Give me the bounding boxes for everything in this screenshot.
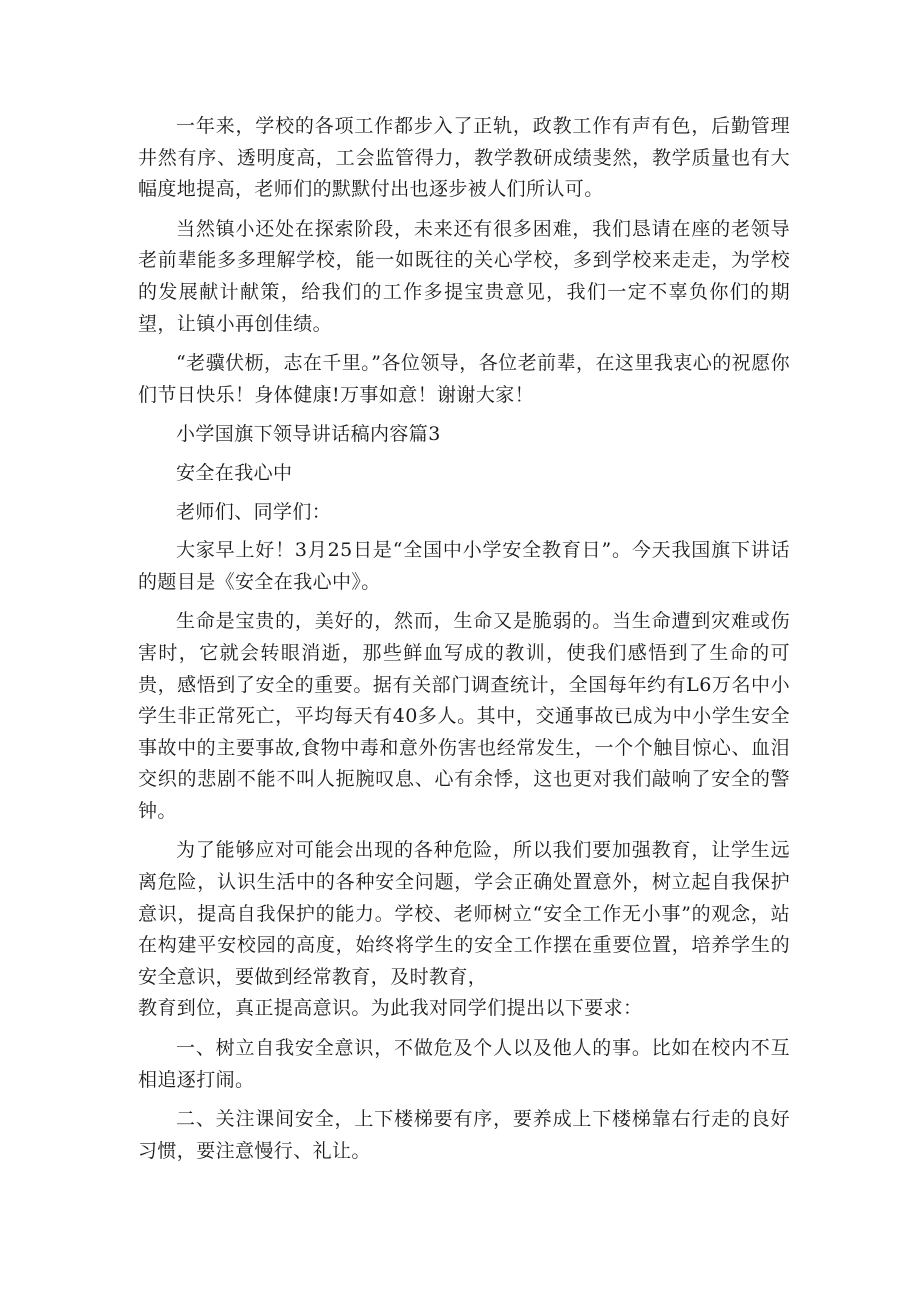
paragraph-requirement-one: 一、树立自我安全意识，不做危及个人以及他人的事。比如在校内不互相追逐打闹。 (138, 1037, 790, 1091)
paragraph-work-summary: 一年来，学校的各项工作都步入了正轨，政教工作有声有色，后勤管理井然有序、透明度高，工会监管得力，教学教研成绩斐然，教学质量也有大幅度地提高，老师们的默默付出也逐步被人们所认可。 (138, 115, 790, 201)
paragraph-requirement-two: 二、关注课间安全，上下楼梯要有序，要养成上下楼梯靠右行走的良好习惯，要注意慢行、礼让。 (138, 1108, 790, 1162)
paragraph-life-precious: 生命是宝贵的，美好的，然而，生命又是脆弱的。当生命遭到灾难或伤害时，它就会转眼消逝，那些鲜血写成的教训，使我们感悟到了生命的可贵，感悟到了安全的重要。据有关部门调查统计，全国每年约有L6万名中小学生非正常死亡，平均每天有40多人。其中，交通事故已成为中小学生安全事故中的主要事故,食物中毒和意外伤害也经常发生，一个个触目惊心、血泪交织的悲剧不能不叫人扼腕叹息、心有余悸，这也更对我们敲响了安全的警钟。 (138, 610, 790, 822)
salutation: 老师们、同学们： (176, 500, 332, 523)
paragraph-greeting: 大家早上好！3月25日是“全国中小学安全教育日”。今天我国旗下讲话的题目是《安全在我心中》。 (138, 539, 790, 593)
paragraph-request-support: 当然镇小还处在探索阶段，未来还有很多困难，我们恳请在座的老领导老前辈能多多理解学校，能一如既往的关心学校，多到学校来走走，为学校的发展献计献策，给我们的工作多提宝贵意见，我们一定不辜负你们的期望，让镇小再创佳绩。 (138, 217, 790, 335)
paragraph-safety-education: 为了能够应对可能会出现的各种危险，所以我们要加强教育，让学生远离危险，认识生活中的各种安全问题，学会正确处置意外，树立起自我保护意识，提高自我保护的能力。学校、老师树立“安全工作无小事”的观念，站在构建平安校园的高度，始终将学生的安全工作摆在重要位置，培养学生的安全意识，要做到经常教育，及时教育， (138, 839, 790, 988)
document-body (138, 111, 790, 1175)
section-title: 小学国旗下领导讲话稿内容篇3 (176, 423, 441, 446)
paragraph-requirements-intro: 教育到位，真正提高意识。为此我对同学们提出以下要求： (138, 997, 643, 1020)
paragraph-closing-wishes: “老骥伏枥，志在千里。”各位领导，各位老前辈，在这里我衷心的祝愿你们节日快乐！身体健康!万事如意！谢谢大家！ (138, 352, 790, 406)
speech-title: 安全在我心中 (176, 461, 293, 484)
